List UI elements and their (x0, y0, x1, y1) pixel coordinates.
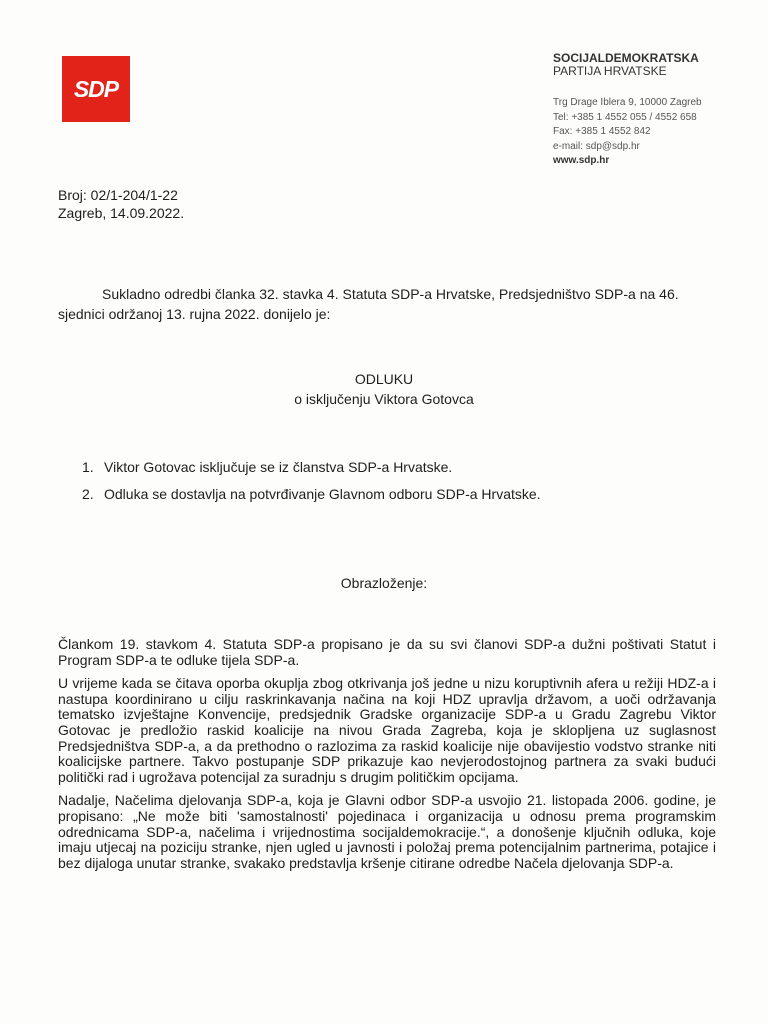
decision-item (82, 457, 702, 477)
contact-fax: Fax: +385 1 4552 842 (553, 126, 651, 138)
decision-list (82, 457, 702, 511)
reference-block (58, 186, 184, 222)
org-name-line1: SOCIJALDEMOKRATSKA (553, 51, 699, 65)
reference-place-date: Zagreb, 14.09.2022. (58, 205, 185, 221)
contact-website: www.sdp.hr (553, 155, 610, 167)
decision-item-text: Viktor Gotovac isključuje se iz članstva SDP-a Hrvatske. (104, 459, 453, 475)
reasoning-title: Obrazloženje: (340, 575, 428, 591)
contact-email: e-mail: sdp@sdp.hr (553, 140, 640, 152)
decision-subtitle: o isključenju Viktora Gotovca (294, 391, 474, 407)
logo-text: SDP (73, 75, 119, 102)
decision-item-text: Odluka se dostavlja na potvrđivanje Glavnom odboru SDP-a Hrvatske. (104, 486, 541, 502)
decision-title-block (0, 369, 768, 409)
contact-address: Trg Drage Iblera 9, 10000 Zagreb (553, 97, 702, 108)
reasoning-body (58, 637, 716, 879)
decision-title: ODLUKU (354, 371, 414, 387)
sdp-logo (62, 56, 130, 122)
intro-paragraph: Sukladno odredbi članka 32. stavka 4. Statuta SDP-a Hrvatske, Predsjedništvo SDP-a na 46. sjednici održanoj 13. rujna 2022. donijelo je: (58, 286, 679, 322)
reasoning-paragraph: Člankom 19. stavkom 4. Statuta SDP-a propisano je da su svi članovi SDP-a dužni poštivati Statut i Program SDP-a te odluke tijela SDP-a. (58, 636, 716, 668)
reference-number: Broj: 02/1-204/1-22 (58, 187, 178, 203)
reasoning-paragraph: Nadalje, Načelima djelovanja SDP-a, koja je Glavni odbor SDP-a usvojio 21. listopada 2006. godine, je propisano: „Ne može biti 'samostalnosti' pojedinaca i organizacija u odnosu prema programskim odrednicama SDP-a, načelima i vrijednostima socijaldemokracije.“, a donošenje ključnih odluka, koje imaju utjecaj na poziciju stranke, njen ugled u javnosti i položaj prema potencijalnim partnerima, potajice i bez dijaloga unutar stranke, svakako predstavlja kršenje citirane odredbe Načela djelovanja SDP-a. (58, 792, 716, 871)
decision-item (82, 484, 702, 504)
reasoning-paragraph: U vrijeme kada se čitava oporba okuplja zbog otkrivanja još jedne u nizu koruptivnih afera u režiji HDZ-a i nastupa koordinirano u cilju raskrinkavanja načina na koji HDZ upravlja državom, a uoči održavanja tematsko izvještajne Konvencije, predsjednik Gradske organizacije SDP-a u Gradu Zagrebu Viktor Gotovac je predložio raskid koalicije na nivou Grada Zagreba, koja je sklopljena uz suglasnost Predsjedništva SDP-a, a da prethodno o razlozima za raskid koalicije nije obavijestio vodstvo stranke niti koalicijske partnere. Takvo postupanje SDP prikazuje kao nevjerodostojnog partnera za svaki budući politički rad i ugrožava potencijal za suradnju s drugim političkim opcijama. (58, 675, 716, 785)
decision-item-number: 2. (82, 486, 94, 502)
contact-phone: Tel: +385 1 4552 055 / 4552 658 (553, 111, 697, 123)
decision-item-number: 1. (82, 459, 94, 475)
contact-block (553, 96, 718, 169)
org-name (553, 52, 699, 78)
org-name-line2: PARTIJA HRVATSKE (553, 64, 667, 78)
